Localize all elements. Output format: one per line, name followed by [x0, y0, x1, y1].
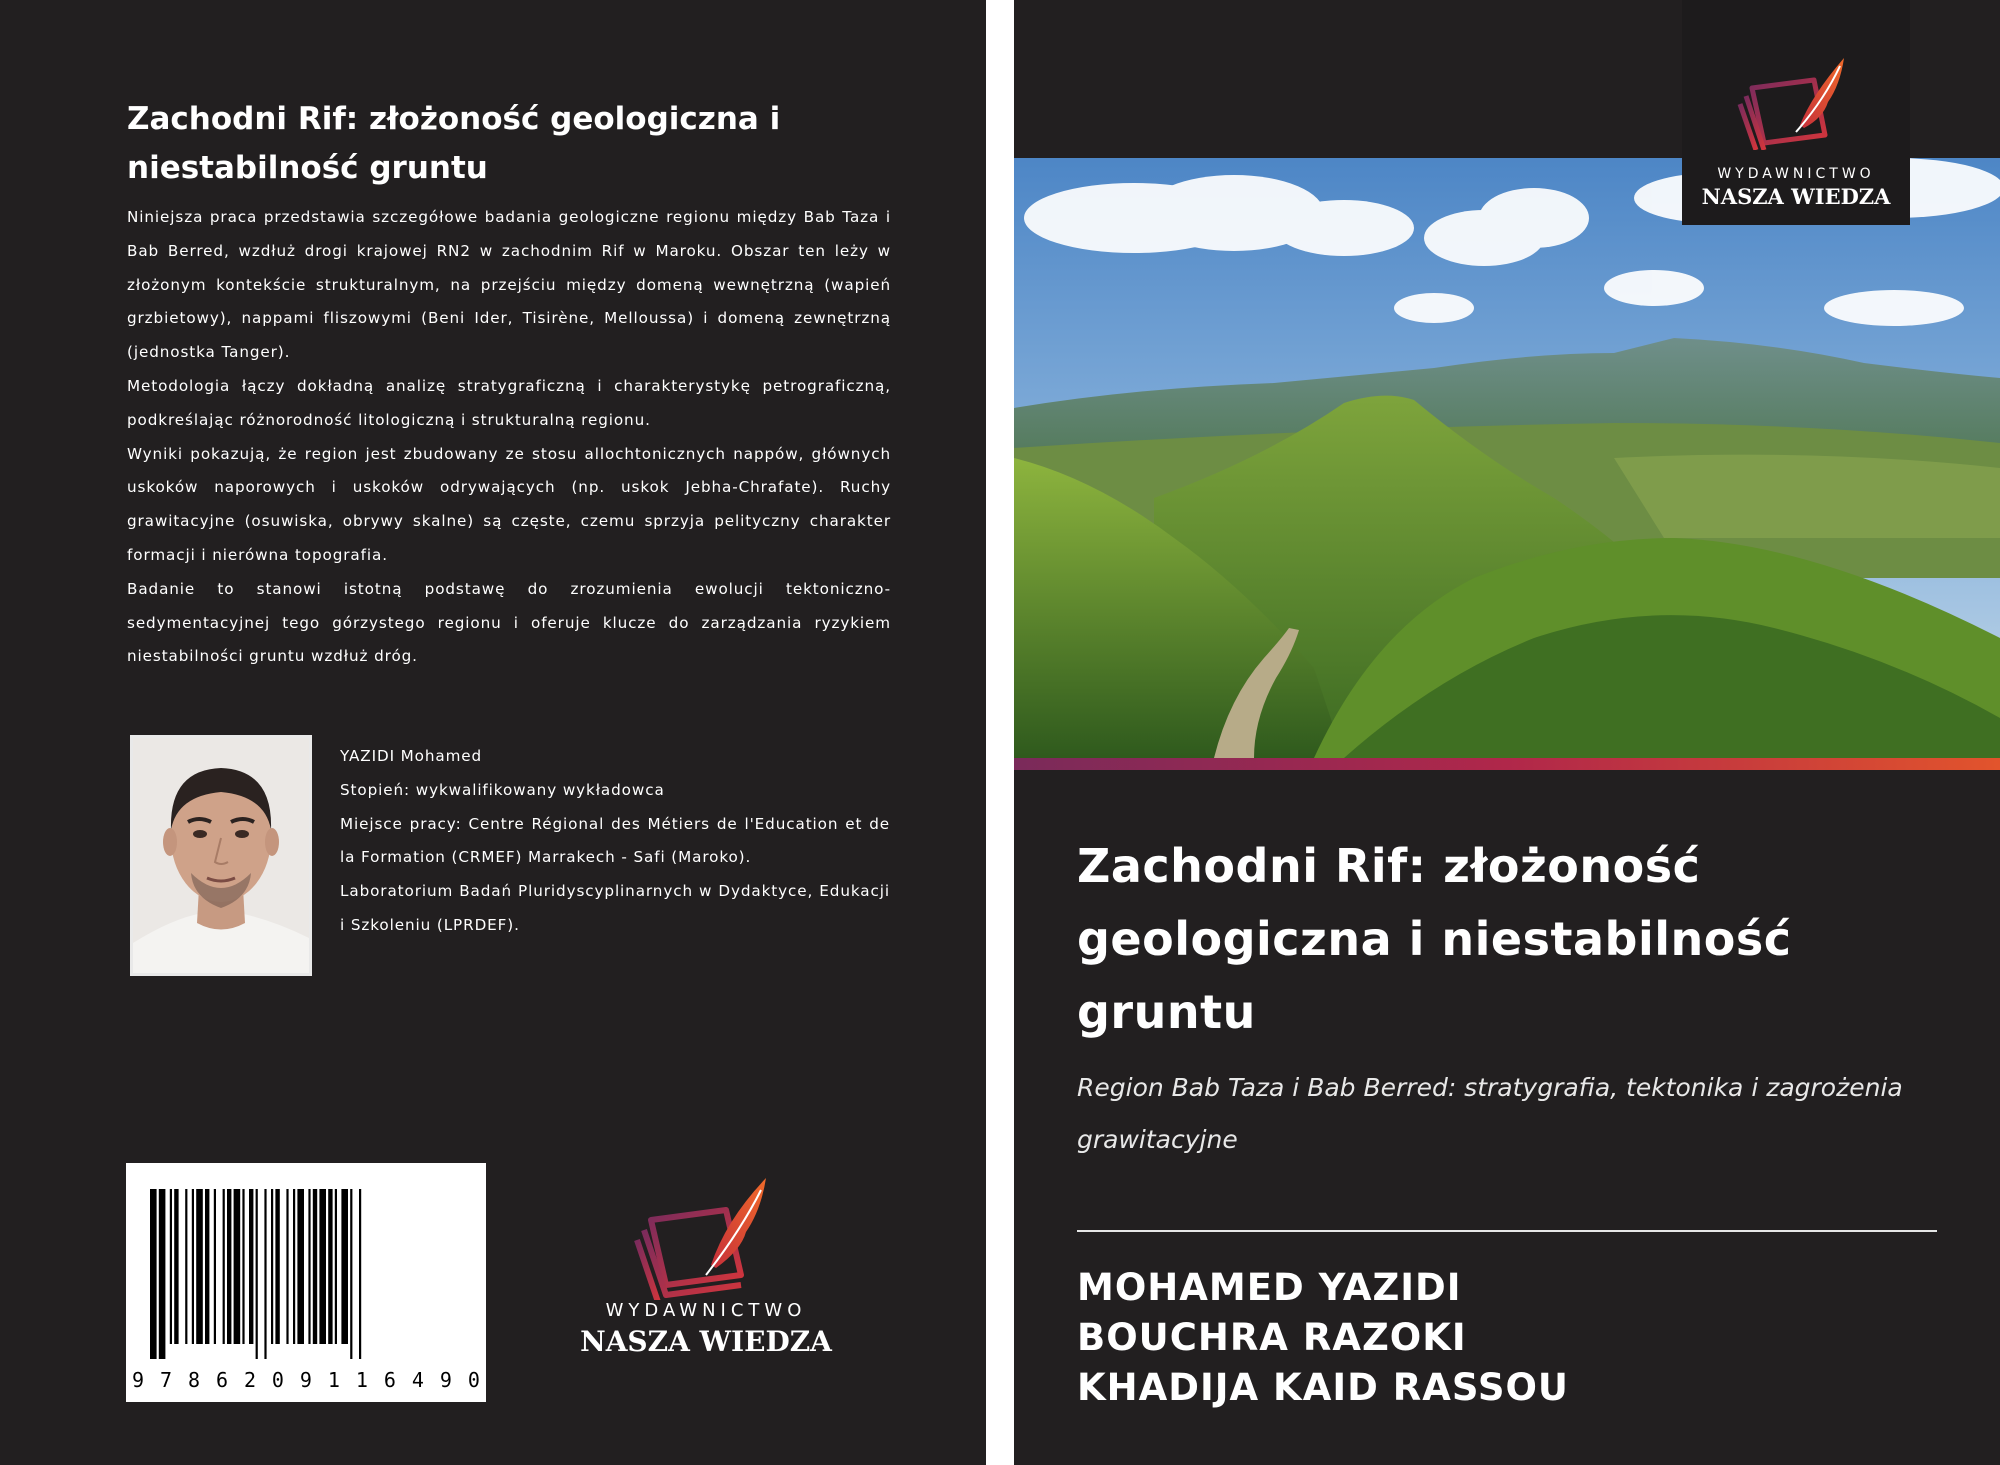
publisher-logo-line1: WYDAWNICTWO: [1717, 166, 1875, 182]
publisher-logo: [576, 1170, 836, 1370]
description-paragraph: Wyniki pokazują, że region jest zbudowany ze stosu allochtonicznych nappów, głównych uskoków naporowych i uskoków odrywających (np. uskok Jebha-Chrafate). Ruchy grawitacyjne (osuwiska, obrywy skalne) są częste, czemu sprzyja pelityczny charakter formacji i nierówna topografia.: [127, 444, 891, 564]
accent-bar: [1014, 758, 2000, 770]
publisher-logo-icon: [576, 1170, 836, 1300]
barcode-bar: [271, 1189, 273, 1344]
description-paragraph: Badanie to stanowi istotną podstawę do zrozumienia ewolucji tektoniczno-sedymentacyjnej tego górzystego regionu i oferuje klucze do zarządzania ryzykiem niestabilności gruntu wzdłuż dróg.: [127, 579, 891, 666]
barcode: [126, 1163, 486, 1363]
publisher-logo-line2: NASZA WIEDZA: [580, 1325, 832, 1358]
barcode-bar: [335, 1189, 337, 1344]
author-bio: [340, 740, 890, 943]
author-portrait: [130, 735, 312, 976]
barcode-digit: 9: [132, 1368, 145, 1392]
barcode-bar: [341, 1189, 348, 1344]
barcode-bar: [196, 1189, 203, 1344]
barcode-digit: 2: [243, 1368, 256, 1392]
barcode-bar: [297, 1189, 304, 1344]
barcode-bar: [227, 1189, 231, 1344]
barcode-bar: [359, 1189, 361, 1359]
description-paragraph: Niniejsza praca przedstawia szczegółowe badania geologiczne regionu między Bab Taza i Bab Berred, wzdłuż drogi krajowej RN2 w zachodnim Rif w Maroku. Obszar ten leży w złożonym kontekście strukturalnym, na przejściu między domeną wewnętrzną (wapień grzbietowy), nappami fliszowymi (Beni Ider, Tisirène, Melloussa) i domeną zewnętrzną (jednostka Tanger).: [127, 208, 891, 362]
publisher-logo-line2: NASZA WIEDZA: [1701, 184, 1891, 209]
barcode-digit: 6: [383, 1368, 396, 1392]
barcode-bar: [150, 1189, 157, 1359]
barcode-bar: [234, 1189, 241, 1344]
bio-line: Miejsce pracy: Centre Régional des Métiers de l'Education et de la Formation (CRMEF) Marrakech - Safi (Maroko).: [340, 814, 890, 867]
barcode-bar: [170, 1189, 172, 1344]
barcode-bar: [286, 1189, 288, 1344]
barcode-digit: 1: [355, 1368, 368, 1392]
barcode-bar: [350, 1189, 352, 1359]
barcode-bar: [214, 1189, 216, 1344]
mountain-landscape-icon: [1014, 158, 2000, 758]
barcode-bar: [185, 1189, 187, 1344]
barcode-digit: 8: [187, 1368, 201, 1392]
barcode-bar: [308, 1189, 310, 1344]
barcode-bar: [192, 1189, 194, 1344]
barcode-bar: [256, 1189, 258, 1359]
barcode-bar: [319, 1189, 326, 1344]
landscape-photo: [1014, 158, 2000, 758]
barcode-bar: [242, 1189, 244, 1344]
barcode-bar: [328, 1189, 332, 1344]
bio-line: Stopień: wykwalifikowany wykładowca: [340, 780, 665, 799]
divider: [1077, 1230, 1937, 1232]
barcode-digit: 6: [215, 1368, 228, 1392]
author-name: BOUCHRA RAZOKI: [1077, 1316, 1467, 1359]
author-name: MOHAMED YAZIDI: [1077, 1266, 1462, 1309]
barcode-bar: [293, 1189, 295, 1344]
publisher-logo: [1682, 0, 1910, 225]
bio-line: YAZIDI Mohamed: [340, 747, 483, 765]
back-cover-title: Zachodni Rif: złożoność geologiczna i niestabilność gruntu: [127, 101, 781, 186]
publisher-logo-icon: [1682, 0, 1910, 150]
book-description: [127, 201, 891, 674]
barcode-digit: 9: [299, 1368, 312, 1392]
author-name: KHADIJA KAID RASSOU: [1077, 1366, 1569, 1409]
barcode-digits: [132, 1368, 480, 1392]
barcode-bar: [264, 1189, 266, 1359]
description-paragraph: Metodologia łączy dokładną analizę stratygraficzną i charakterystykę petrograficzną, podkreślając różnorodność litologiczną i strukturalną regionu.: [127, 376, 891, 429]
front-cover: [1014, 0, 2000, 1465]
front-cover-subtitle: Region Bab Taza i Bab Berred: stratygrafia, tektonika i zagrożenia grawitacyjne: [1077, 1073, 1903, 1154]
bio-line: Laboratorium Badań Pluridyscyplinarnych w Dydaktyce, Edukacji i Szkoleniu (LPRDEF).: [340, 882, 890, 934]
barcode-digit: 7: [159, 1368, 173, 1392]
barcode-digit: 0: [271, 1368, 284, 1392]
barcode-digit: 0: [467, 1368, 480, 1392]
barcode-digit: 4: [411, 1368, 424, 1392]
barcode-bar: [223, 1189, 225, 1344]
barcode-bar: [174, 1189, 178, 1344]
barcode-digit: 1: [327, 1368, 340, 1392]
barcode-bar: [275, 1189, 279, 1344]
publisher-logo-line1: WYDAWNICTWO: [605, 1300, 807, 1321]
barcode-digit: 9: [439, 1368, 452, 1392]
author-portrait-icon: [133, 738, 309, 973]
barcode-bar: [159, 1189, 166, 1359]
author-list: [1077, 1263, 1569, 1413]
isbn-barcode: [126, 1163, 486, 1402]
barcode-bar: [249, 1189, 253, 1344]
back-cover: [0, 0, 986, 1465]
barcode-bar: [313, 1189, 317, 1344]
barcode-bar: [205, 1189, 209, 1344]
front-cover-title: Zachodni Rif: złożoność geologiczna i niestabilność gruntu: [1077, 839, 1792, 1039]
